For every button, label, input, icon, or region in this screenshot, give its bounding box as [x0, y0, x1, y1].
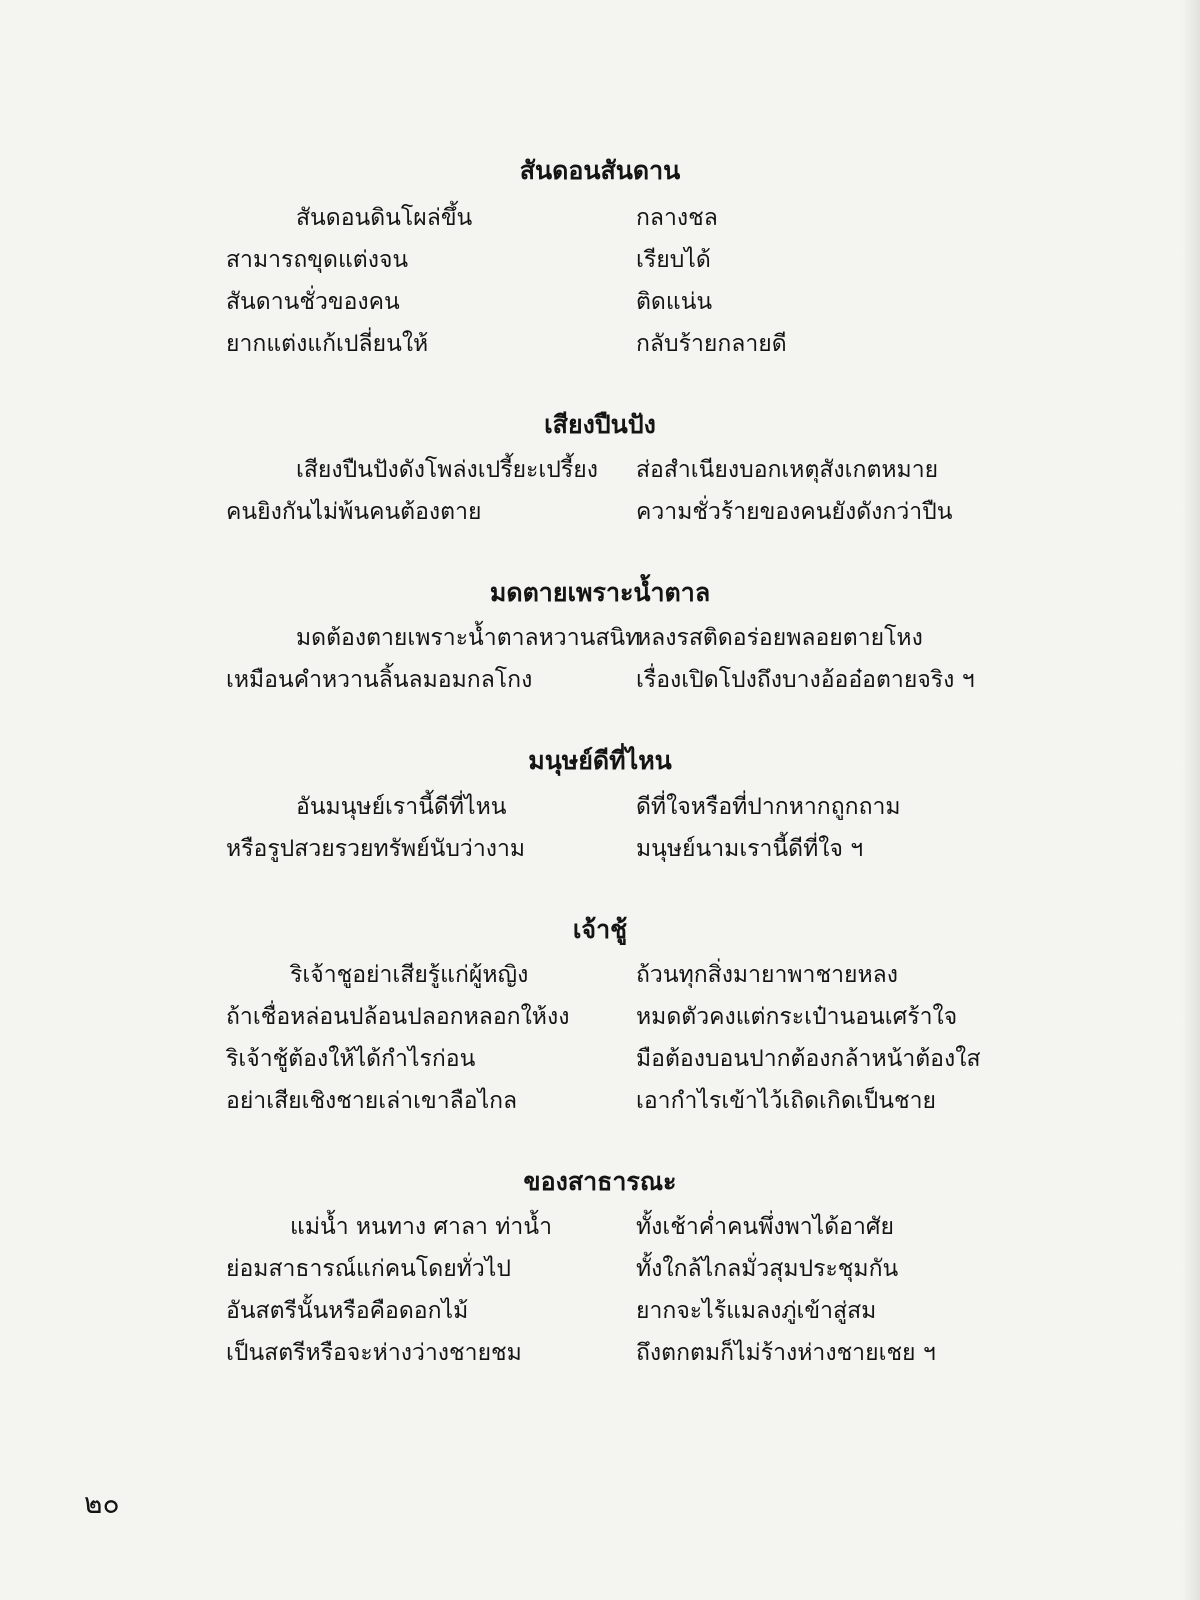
verse-left: สันดานชั่วของคน [226, 289, 400, 315]
verse-right: ทั้งใกล้ไกลมั่วสุมประชุมกัน [636, 1256, 899, 1282]
verse-left: ริเจ้าชูอย่าเสียรู้แก่ผู้หญิง [290, 962, 529, 988]
verse-right: หลงรสติดอร่อยพลอยตายโหง [636, 625, 923, 651]
verse-right: กลับร้ายกลายดี [636, 331, 787, 357]
verse-right: มือต้องบอนปากต้องกล้าหน้าต้องใส [636, 1046, 981, 1072]
verse-right: มนุษย์นามเรานี้ดีที่ใจ ฯ [636, 836, 864, 862]
verse-left: อย่าเสียเชิงชายเล่าเขาลือไกล [226, 1088, 518, 1114]
poem-title: เจ้าชู้ [572, 915, 628, 944]
verse-left: เป็นสตรีหรือจะห่างว่างชายชม [226, 1340, 522, 1366]
verse-left: คนยิงกันไม่พ้นคนต้องตาย [226, 499, 482, 525]
poem-title: มดตายเพราะน้ำตาล [489, 578, 711, 607]
verse-right: ถึงตกตมก็ไม่ร้างห่างชายเชย ฯ [636, 1340, 936, 1366]
poem-title: ของสาธารณะ [523, 1167, 677, 1196]
verse-right: หมดตัวคงแต่กระเป๋านอนเศร้าใจ [636, 1004, 958, 1030]
verse-right: ติดแน่น [636, 289, 713, 315]
verse-left: ถ้าเชื่อหล่อนปล้อนปลอกหลอกให้งง [226, 1004, 570, 1030]
verse-left: สามารถขุดแต่งจน [226, 247, 409, 273]
verse-left: ริเจ้าชู้ต้องให้ได้กำไรก่อน [226, 1046, 476, 1072]
poem-title: เสียงปืนปัง [544, 410, 656, 439]
verse-right: ส่อสำเนียงบอกเหตุสังเกตหมาย [636, 457, 939, 483]
verse-right: เรื่องเปิดโปงถึงบางอ้ออ๋อตายจริง ฯ [636, 667, 975, 693]
verse-right: ทั้งเช้าค่ำคนพึ่งพาได้อาศัย [636, 1214, 894, 1240]
verse-right: เอากำไรเข้าไว้เถิดเกิดเป็นชาย [636, 1088, 936, 1114]
verse-left: สันดอนดินโผล่ขึ้น [296, 205, 473, 231]
verse-left: เหมือนคำหวานลิ้นลมอมกลโกง [226, 667, 533, 693]
poem-title: สันดอนสันดาน [519, 156, 681, 185]
verse-right: ถ้วนทุกสิ่งมายาพาชายหลง [636, 962, 898, 988]
verse-right: กลางชล [636, 205, 718, 231]
verse-left: มดต้องตายเพราะน้ำตาลหวานสนิท [296, 625, 641, 651]
page-edge-shadow [1182, 0, 1200, 1600]
verse-left: อันสตรีนั้นหรือคือดอกไม้ [226, 1298, 469, 1324]
verse-left: แม่น้ำ หนทาง ศาลา ท่าน้ำ [290, 1214, 552, 1240]
verse-left: ยากแต่งแก้เปลี่ยนให้ [226, 331, 429, 357]
verse-left: อันมนุษย์เรานี้ดีที่ไหน [296, 794, 507, 820]
page-number: ๒๐ [84, 1487, 120, 1520]
poem-title: มนุษย์ดีที่ไหน [528, 746, 672, 775]
verse-right: ดีที่ใจหรือที่ปากหากถูกถาม [636, 794, 901, 820]
verse-right: เรียบได้ [636, 247, 711, 273]
verse-left: หรือรูปสวยรวยทรัพย์นับว่างาม [226, 836, 526, 862]
verse-left: ย่อมสาธารณ์แก่คนโดยทั่วไป [226, 1256, 511, 1282]
verse-right: ความชั่วร้ายของคนยังดังกว่าปืน [636, 499, 953, 525]
verse-right: ยากจะไร้แมลงภู่เข้าสู่สม [636, 1298, 877, 1324]
verse-left: เสียงปืนปังดังโพล่งเปรี้ยะเปรี้ยง [296, 457, 598, 483]
